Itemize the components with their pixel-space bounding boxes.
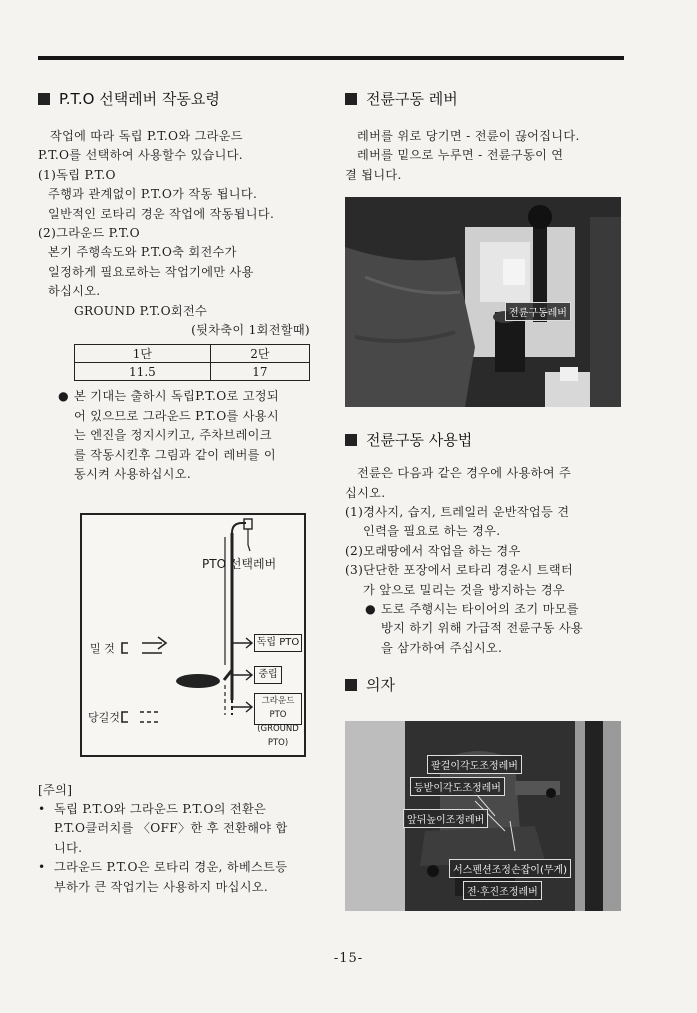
front-drive-usage-heading [345, 429, 623, 450]
bullet-line: 본 기대는 출하시 독립P.T.O로 고정되 [74, 389, 279, 404]
ground-pto-box [254, 693, 302, 748]
neutral-box: 중립 [254, 666, 282, 684]
independent-pto-box: 독립 PTO [254, 634, 302, 652]
caution-line: P.T.O클러치를 〈OFF〉한 후 전환해야 합 [54, 821, 288, 836]
lever-line: 결 됩니다. [345, 167, 402, 182]
caution-title: [주의] [38, 782, 73, 797]
caution-line: 부하가 큰 작업기는 사용하지 마십시오. [54, 879, 269, 894]
table-row [75, 345, 310, 363]
square-bullet-icon [38, 93, 50, 105]
bullet-line: 어 있으므로 그라운드 P.T.O를 사용시 [74, 408, 279, 423]
seat-callout: 서스펜션조정손잡이(무게) [449, 859, 571, 878]
table-cell: 11.5 [75, 363, 211, 381]
item2-line: 하십시오. [48, 284, 101, 299]
front-drive-lever-photo [345, 197, 621, 407]
caution-item [38, 800, 316, 858]
caution-item [38, 858, 316, 897]
usage-bullet-note [345, 600, 623, 658]
intro-line: 작업에 따라 독립 P.T.O와 그라운드 [50, 129, 243, 143]
usage-bullet-line: 을 삼가하여 주십시오. [381, 640, 503, 655]
table-header: 1단 [75, 345, 211, 363]
square-bullet-icon [345, 93, 357, 105]
usage-item3-cont: 가 앞으로 밀리는 것을 방지하는 경우 [363, 582, 565, 597]
bullet-line: 는 엔진을 정지시키고, 주차브레이크 [74, 428, 272, 443]
front-drive-usage-title: 전륜구동 사용법 [366, 431, 473, 450]
push-label: 밀 것 [90, 641, 115, 655]
seat-heading [345, 674, 623, 695]
caution-line: 독립 P.T.O와 그라운드 P.T.O의 전환은 [54, 801, 267, 816]
ground-rpm-table [74, 344, 310, 381]
usage-item1-cont: 인력을 필요로 하는 경우. [363, 524, 501, 539]
ground-rpm-title: GROUND P.T.O회전수 [74, 303, 208, 318]
usage-bullet-line: 도로 주행시는 타이어의 조기 마모를 [381, 602, 579, 617]
seat-callout: 팔걸이각도조정레버 [427, 755, 522, 774]
usage-line: 십시오. [345, 485, 386, 500]
item2-line: 일정하게 필요로하는 작업기에만 사용 [48, 264, 254, 279]
item1-line: 주행과 관계없이 P.T.O가 작동 됩니다. [48, 187, 258, 202]
front-drive-lever-title: 전륜구동 레버 [366, 90, 458, 108]
seat-callout: 등받이각도조정레버 [410, 777, 505, 796]
item2-line: 본기 주행속도와 P.T.O축 회전수가 [48, 245, 237, 260]
table-row [75, 363, 310, 381]
usage-line: 전륜은 다음과 같은 경우에 사용하여 주 [357, 466, 572, 481]
item1-line: 일반적인 로타리 경운 작업에 작동됩니다. [48, 206, 275, 221]
lever-line: 레버를 위로 당기면 - 전륜이 끊어집니다. [357, 129, 580, 143]
seat-callout: 앞뒤높이조정레버 [403, 809, 488, 828]
cab-interior-image [345, 197, 621, 407]
ground-pto-box-line2: (GROUND PTO) [257, 723, 299, 748]
pull-label: 당길것 [88, 710, 120, 724]
intro-line: P.T.O를 선택하여 사용할수 있습니다. [38, 148, 243, 163]
caution-line: 그라운드 P.T.O은 로타리 경운, 하베스트등 [54, 860, 288, 875]
page-number: -15- [333, 951, 364, 966]
square-bullet-icon [345, 434, 357, 446]
table-cell: 17 [210, 363, 309, 381]
pto-lever-diagram [80, 513, 306, 757]
ground-pto-box-line1: 그라운드 PTO [261, 695, 295, 720]
table-header: 2단 [210, 345, 309, 363]
bullet-dot-icon: ● [365, 602, 376, 617]
seat-photo [345, 721, 621, 911]
bullet-line: 동시켜 사용하십시오. [74, 467, 192, 482]
item2-title: (2)그라운드 P.T.O [38, 226, 140, 241]
lever-line: 레버를 밑으로 누루면 - 전륜구동이 연 [357, 148, 564, 163]
front-drive-lever-tag: 전륜구동레버 [505, 302, 571, 321]
bullet-line: 를 작동시킨후 그림과 같이 레버를 이 [74, 447, 276, 462]
right-column [345, 88, 623, 911]
caution-line: 니다. [54, 840, 83, 855]
front-drive-lever-heading [345, 88, 623, 109]
square-bullet-icon [345, 679, 357, 691]
pto-bullet-note [38, 387, 316, 484]
left-column [38, 88, 316, 897]
bullet-dot-icon: ● [58, 389, 69, 404]
seat-callout: 전·후진조정레버 [463, 881, 542, 900]
usage-item3: (3)단단한 포장에서 로타리 경운시 트랙터 [345, 563, 574, 578]
pto-section-title: P.T.O 선택레버 작동요령 [59, 90, 220, 108]
ground-rpm-subtitle: (뒷차축이 1회전할때) [191, 323, 310, 338]
pto-lever-label: PTO 선택레버 [202, 556, 277, 571]
usage-item2: (2)모래땅에서 작업을 하는 경우 [345, 543, 521, 558]
usage-item1: (1)경사지, 습지, 트레일러 운반작업등 견 [345, 505, 570, 520]
top-rule [38, 56, 624, 60]
item1-title: (1)독립 P.T.O [38, 167, 116, 182]
usage-bullet-line: 방지 하기 위해 가급적 전륜구동 사용 [381, 621, 583, 636]
bullet-dot-icon: • [38, 801, 46, 816]
pto-section-heading [38, 88, 316, 109]
bullet-dot-icon: • [38, 860, 46, 875]
seat-title: 의자 [366, 676, 395, 695]
